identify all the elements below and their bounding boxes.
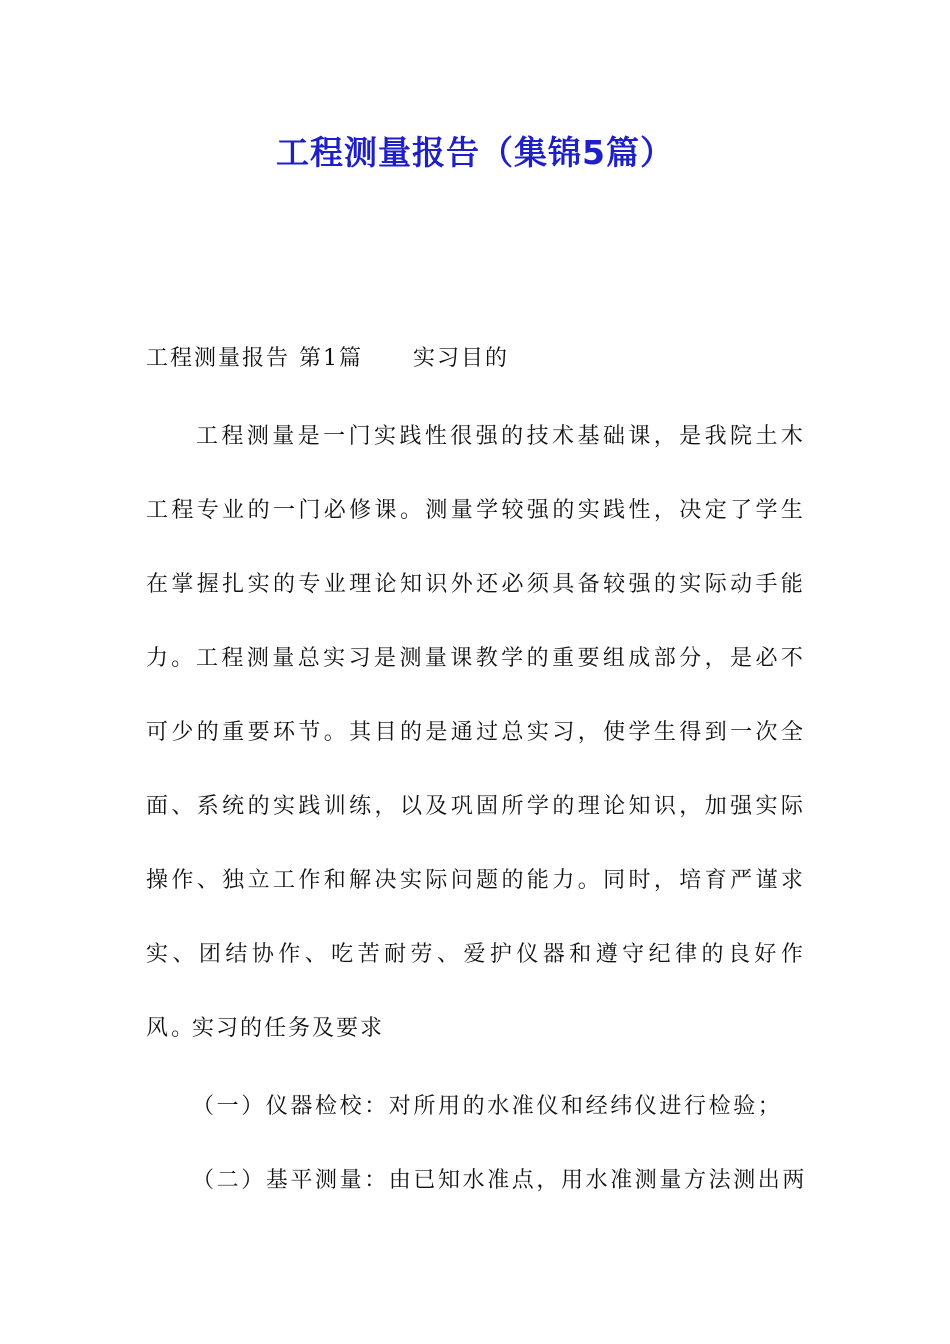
task-heading: 实习的任务及要求 (192, 1016, 385, 1041)
task-item-1: （一）仪器检校：对所用的水准仪和经纬仪进行检验； (192, 1094, 783, 1119)
section-heading-part2: 实习目的 (413, 346, 510, 371)
section-heading-part1: 工程测量报告 第1篇 (146, 346, 363, 371)
paragraph-purpose-2: 工程测量总实习是测量课教学的重要组成部分，是必不可少的重要环节。其目的是通过总实习，使学生得到一次全面、系统的实践训练，以及巩固所学的理论知识，加强实际操作、独立工作和解决实际问题的能力。同时，培育严谨求实、团结协作、吃苦耐劳、爱护仪器和遵守纪律的良好作风。 (146, 646, 806, 1041)
task-item-2: （二）基平测量：由已知水准点，用水准测量方法测出两 (192, 1168, 808, 1193)
section-heading (146, 341, 806, 377)
document-title: 工程测量报告（集锦5篇） (276, 133, 674, 172)
paragraph-purpose-1: 工程测量是一门实践性很强的技术基础课，是我院土木工程专业的一门必修课。测量学较强的实践性，决定了学生在掌握扎实的专业理论知识外还必须具备较强的实际动手能力。 (146, 424, 806, 671)
